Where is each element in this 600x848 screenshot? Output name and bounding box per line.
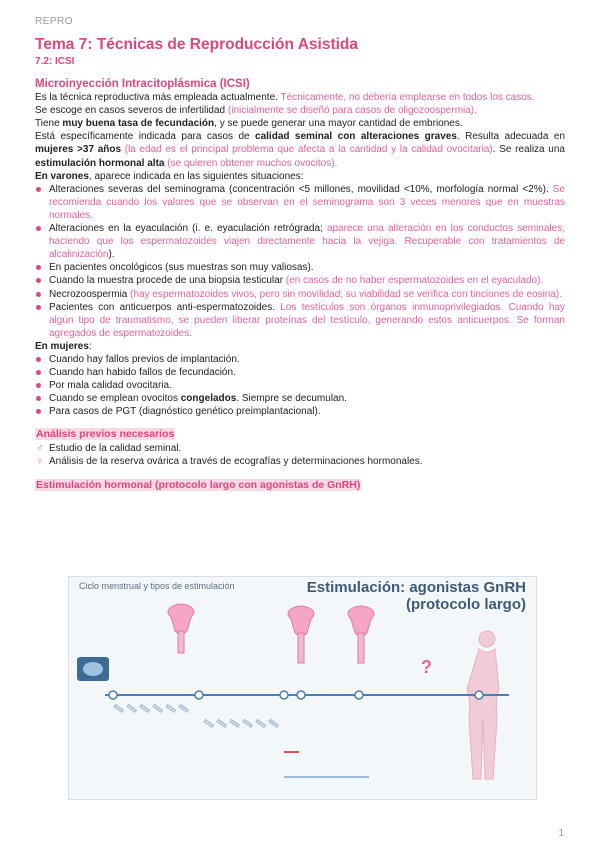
timeline-marker bbox=[280, 691, 288, 699]
note-text: aparece una alteración en los conductos seminales, haciendo que los espermatozoides viajen directamente hacia la vejiga. Recuperable con tratamientos de alcalinización bbox=[49, 223, 565, 261]
list-item bbox=[35, 392, 565, 405]
text: Cuando hay fallos previos de implantación. bbox=[49, 353, 240, 365]
uterus-icon bbox=[348, 606, 374, 663]
bold-text: calidad seminal con alteraciones graves bbox=[255, 131, 457, 143]
list-item bbox=[35, 274, 565, 287]
note-text: (se quieren obtener muchos ovocitos). bbox=[164, 157, 338, 169]
text: Alteraciones severas del seminograma (concentración <5 millones, movilidad <10%, morfología normal <2%). bbox=[49, 183, 553, 195]
bold-text: En mujeres bbox=[35, 340, 89, 352]
bullet-icon bbox=[36, 265, 41, 270]
bold-text: congelados bbox=[180, 393, 237, 405]
figure-label: Ciclo menstrual y tipos de estimulación bbox=[79, 581, 235, 591]
page-header: REPRO bbox=[35, 16, 74, 27]
uterus-icon bbox=[288, 606, 314, 663]
text: Alteraciones en la eyaculación (i. e. eyaculación retrógrada; bbox=[49, 223, 327, 235]
text: Por mala calidad ovocitaria. bbox=[49, 380, 172, 392]
list-item bbox=[35, 301, 565, 340]
note-text: (inicialmente se diseñó para casos de oligozoospermia). bbox=[227, 105, 477, 117]
bullet-icon bbox=[36, 370, 41, 375]
list-item bbox=[35, 405, 565, 418]
text: Para casos de PGT (diagnóstico genético preimplantacional). bbox=[49, 406, 321, 418]
note-text: (hay espermatozoides vivos, pero sin movilidad; su viabilidad se verifica con tinciones de eosina). bbox=[130, 288, 563, 300]
text: Se escoge en casos severos de infertilidad bbox=[35, 105, 228, 117]
bold-text: muy buena tasa de fecundación bbox=[62, 118, 215, 130]
list-item bbox=[35, 183, 565, 222]
text: Estudio de la calidad seminal. bbox=[49, 442, 182, 454]
men-intro bbox=[35, 170, 565, 183]
text: Cuando la muestra procede de una biopsia testicular bbox=[49, 275, 286, 287]
text: Pacientes con anticuerpos anti-espermatozoides. bbox=[49, 301, 281, 313]
men-list bbox=[35, 183, 565, 340]
bold-text: En varones bbox=[35, 170, 89, 182]
injection-icons bbox=[114, 704, 279, 727]
list-item bbox=[35, 442, 565, 455]
list-item bbox=[35, 379, 565, 392]
timeline-marker bbox=[109, 691, 117, 699]
list-item bbox=[35, 455, 565, 468]
women-list bbox=[35, 353, 565, 418]
icsi-paragraph-3 bbox=[35, 117, 565, 130]
bullet-icon bbox=[36, 409, 41, 414]
list-item bbox=[35, 353, 565, 366]
text: En pacientes oncológicos (sus muestras son muy valiosas). bbox=[49, 262, 314, 274]
bullet-icon bbox=[36, 305, 41, 310]
stimulation-figure bbox=[68, 576, 537, 800]
bullet-icon bbox=[36, 292, 41, 297]
women-intro bbox=[35, 340, 565, 353]
note-text: Se recomienda cuando los valores que se observan en el seminograma son 3 veces menores que en muestras normales. bbox=[49, 183, 565, 221]
bullet-icon bbox=[36, 187, 41, 192]
text: Cuando han habido fallos de fecundación. bbox=[49, 367, 236, 379]
timeline-marker bbox=[297, 691, 305, 699]
bullet-icon bbox=[36, 383, 41, 388]
main-content bbox=[35, 78, 565, 492]
uterus-icon bbox=[168, 604, 194, 653]
figure-illustration bbox=[69, 577, 536, 799]
text: , aparece indicada en las siguientes situaciones: bbox=[88, 170, 304, 182]
list-item bbox=[35, 222, 565, 261]
bullet-icon bbox=[36, 357, 41, 362]
icsi-paragraph-4 bbox=[35, 130, 565, 169]
bullet-icon bbox=[36, 226, 41, 231]
list-item bbox=[35, 261, 565, 274]
icsi-paragraph-1 bbox=[35, 91, 565, 104]
list-item bbox=[35, 366, 565, 379]
note-text: Los testículos son órganos inmunoprivilegiados. Cuando hay algún tipo de traumatismo, se pueden liberar proteínas del testículo, generando estos anticuerpos. Se forman agregados de espermatozoides. bbox=[49, 301, 565, 339]
highlighted-heading: Estimulación hormonal (protocolo largo con agonistas de GnRH) bbox=[36, 478, 361, 491]
text: . Resulta adecuada en bbox=[456, 131, 566, 143]
text: . Se realiza una bbox=[492, 144, 565, 156]
page-subtitle: 7.2: ICSI bbox=[35, 56, 75, 67]
text: Es la técnica reproductiva más empleada actualmente. bbox=[35, 92, 281, 104]
figure-title-line-1: Estimulación: agonistas GnRH bbox=[306, 579, 526, 596]
highlighted-heading: Análisis previos necesarios bbox=[36, 428, 175, 441]
bullet-icon bbox=[36, 396, 41, 401]
page-title: Tema 7: Técnicas de Reproducción Asistida bbox=[35, 36, 359, 53]
page-number: 1 bbox=[558, 828, 564, 839]
text: Análisis de la reserva ovárica a través de ecografías y determinaciones hormonales. bbox=[49, 455, 423, 467]
male-symbol-icon: ♂ bbox=[36, 442, 44, 454]
stimulation-heading bbox=[35, 479, 565, 492]
timeline-marker bbox=[195, 691, 203, 699]
analysis-heading bbox=[35, 428, 565, 441]
text: Cuando se emplean ovocitos bbox=[49, 393, 181, 405]
icsi-heading: Microinyección Intracitoplásmica (ICSI) bbox=[35, 78, 250, 90]
bold-text: estimulación hormonal alta bbox=[35, 157, 165, 169]
analysis-list bbox=[35, 442, 565, 468]
female-symbol-icon: ♀ bbox=[36, 455, 44, 467]
ultrasound-icon bbox=[77, 657, 109, 681]
text: Está específicamente indicada para casos de bbox=[35, 131, 256, 143]
text: Tiene bbox=[35, 118, 63, 130]
text: : bbox=[88, 340, 92, 352]
bullet-icon bbox=[36, 278, 41, 283]
question-mark: ? bbox=[421, 657, 432, 677]
list-item bbox=[35, 288, 565, 301]
text: ). bbox=[108, 249, 115, 261]
figure-title-line-2: (protocolo largo) bbox=[406, 596, 526, 613]
text: , y se puede generar una mayor cantidad de embriones. bbox=[214, 118, 463, 130]
text: Necrozoospermia bbox=[49, 288, 131, 300]
icsi-paragraph-2 bbox=[35, 104, 565, 117]
note-text: (la edad es el principal problema que afecta a la cantidad y la calidad ovocitaria) bbox=[121, 144, 493, 156]
timeline-marker bbox=[475, 691, 483, 699]
note-text: Técnicamente, no debería emplearse en todos los casos. bbox=[280, 92, 535, 104]
woman-silhouette-icon bbox=[467, 631, 499, 779]
text: . Siempre se decumulan. bbox=[236, 393, 347, 405]
note-text: (en casos de no haber espermatozoides en el eyaculado). bbox=[285, 275, 544, 287]
timeline-marker bbox=[355, 691, 363, 699]
bold-text: mujeres >37 años bbox=[35, 144, 122, 156]
